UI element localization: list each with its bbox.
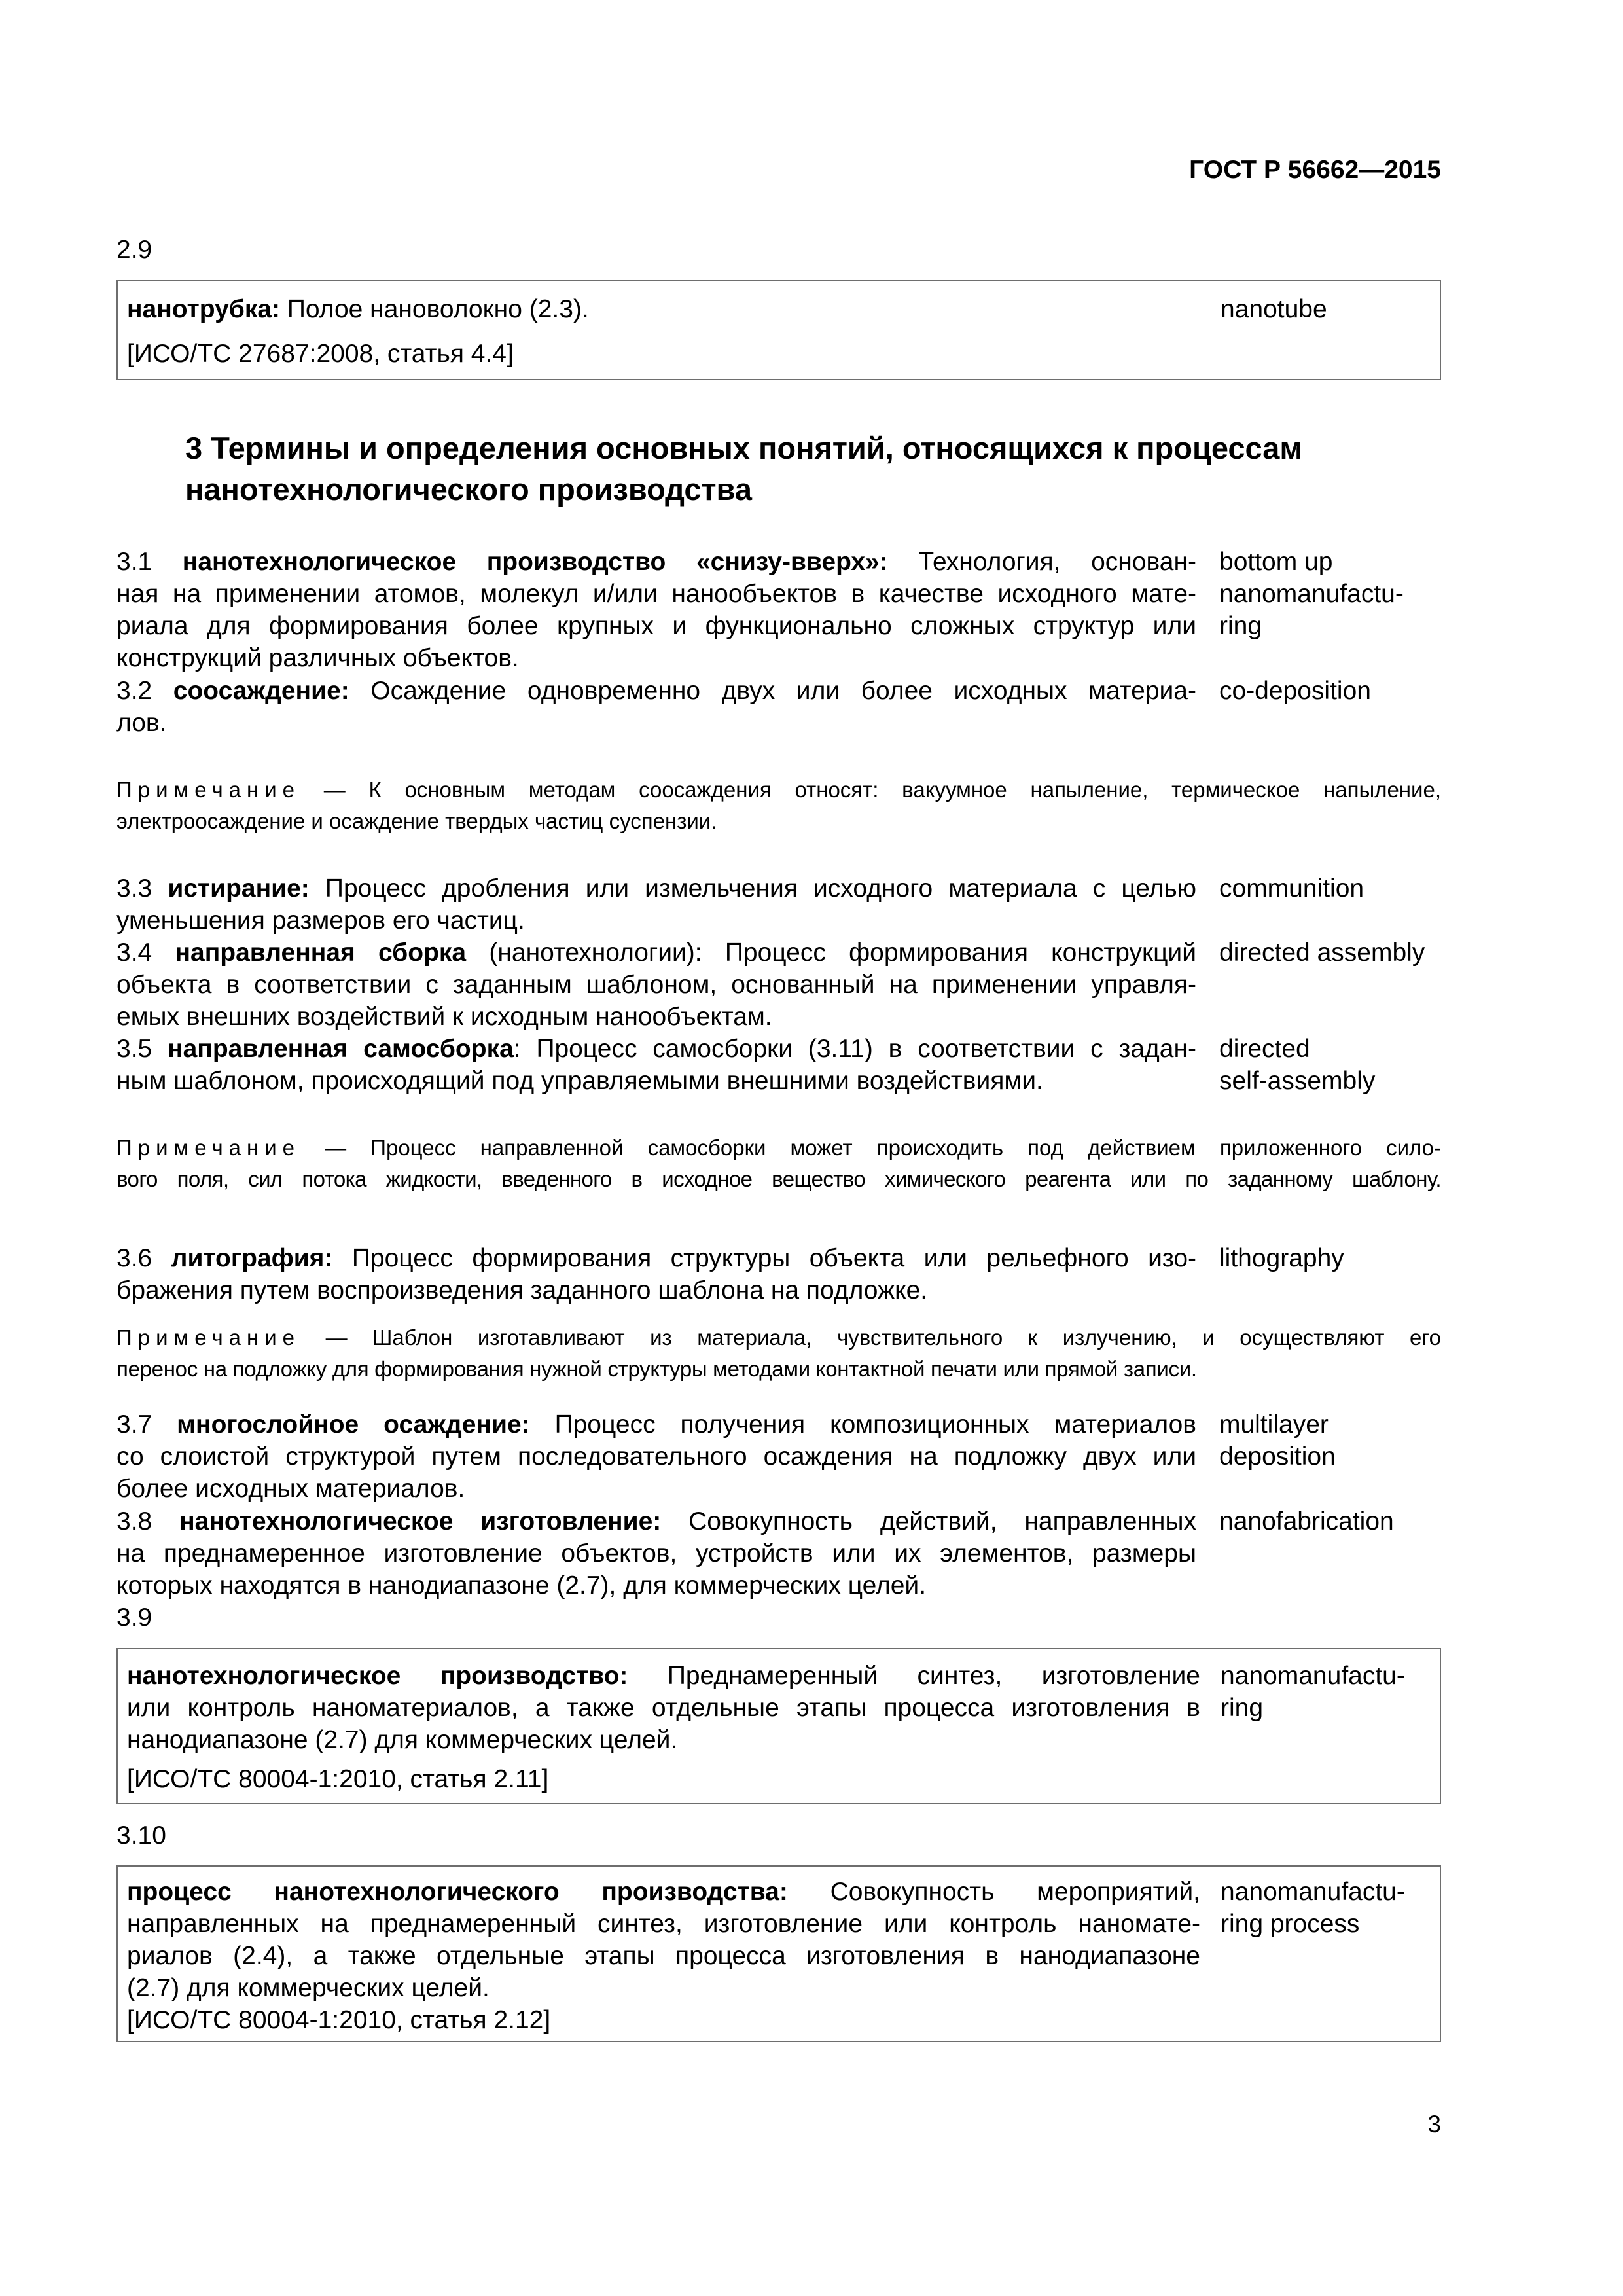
definition-line-4: (2.7) для коммерческих целей. xyxy=(127,1974,490,2002)
definition-line-3: риалов (2.4), а также отдельные этапы процесса изготовления в нанодиапазоне xyxy=(127,1942,1200,1970)
term-line xyxy=(127,293,1200,326)
e36-line-1 xyxy=(116,1242,1196,1275)
definition-text: Преднамеренный синтез, изготовление xyxy=(667,1662,1200,1690)
english-term-1: nanomanufactu- xyxy=(1221,1878,1405,1906)
term-qualifier: (нанотехнологии): xyxy=(489,939,702,967)
section-title-line-1: 3 Термины и определения основных понятий, относящихся к процессам xyxy=(185,431,1303,465)
term: нанотехнологическое производство «снизу-вверх»: xyxy=(182,548,888,576)
term: соосаждение: xyxy=(173,677,349,705)
e31-english-3: ring xyxy=(1219,612,1262,640)
e34-line-1 xyxy=(116,937,1196,969)
note-1-line-1 xyxy=(116,774,1441,806)
e38-english-1: nanofabrication xyxy=(1219,1507,1394,1535)
e31-english-2: nanomanufactu- xyxy=(1219,580,1404,608)
note-3-line-1 xyxy=(116,1322,1441,1354)
e38-line-1 xyxy=(116,1505,1196,1538)
term: нанотехнологическое производство: xyxy=(127,1662,628,1690)
term-line xyxy=(127,1876,1200,1909)
e33-line-2: уменьшения размеров его частиц. xyxy=(116,906,525,935)
e37-english-2: deposition xyxy=(1219,1443,1336,1471)
e34-english-1: directed assembly xyxy=(1219,939,1425,967)
english-term-2: ring process xyxy=(1221,1910,1360,1938)
definition-text: Осаждение одновременно двух или более исходных материа- xyxy=(370,677,1196,705)
e34-line-3: емых внешних воздействий к исходным нанообъектам. xyxy=(116,1003,772,1031)
term: нанотрубка: xyxy=(127,295,281,323)
entry-number: 3.9 xyxy=(116,1604,152,1632)
e37-english-1: multilayer xyxy=(1219,1410,1329,1439)
entry-number: 3.1 xyxy=(116,548,152,576)
term: истирание: xyxy=(168,874,310,903)
source-reference: [ИСО/ТС 80004-1:2010, статья 2.12] xyxy=(127,2006,551,2034)
e37-line-3: более исходных материалов. xyxy=(116,1475,465,1503)
note-label: Примечание xyxy=(116,1136,301,1160)
source-reference: [ИСО/ТС 80004-1:2010, статья 2.11] xyxy=(127,1765,549,1793)
english-term-1: nanomanufactu- xyxy=(1221,1662,1405,1690)
e35-line-2: ным шаблоном, происходящий под управляемыми внешними воздействиями. xyxy=(116,1067,1043,1095)
definition-line-3: нанодиапазоне (2.7) для коммерческих целей. xyxy=(127,1726,678,1754)
e31-line-4: конструкций различных объектов. xyxy=(116,644,519,672)
term-box-3-10 xyxy=(116,1865,1441,2042)
note-1-line-2: электроосаждение и осаждение твердых частиц суспензии. xyxy=(116,809,717,833)
term: многослойное осаждение: xyxy=(177,1410,530,1439)
e33-line-1 xyxy=(116,872,1196,905)
e33-english-1: communition xyxy=(1219,874,1364,903)
definition-text: Процесс формирования конструкций xyxy=(724,939,1196,967)
standard-header: ГОСТ Р 56662—2015 xyxy=(1189,156,1441,184)
entry-number: 3.5 xyxy=(116,1035,152,1063)
entry-number: 3.6 xyxy=(116,1244,152,1272)
entry-number: 3.7 xyxy=(116,1410,152,1439)
e35-english-1: directed xyxy=(1219,1035,1310,1063)
note-2-line-1 xyxy=(116,1132,1441,1164)
note-text: — К основным методам соосаждения относят: вакуумное напыление, термическое напыление, xyxy=(323,778,1441,802)
english-term-2: ring xyxy=(1221,1694,1264,1722)
definition-text: Процесс формирования структуры объекта или рельефного изо- xyxy=(351,1244,1196,1272)
e31-line-2: ная на применении атомов, молекул и/или нанообъектов в качестве исходного мате- xyxy=(116,580,1196,608)
definition-text: Технология, основан- xyxy=(918,548,1196,576)
note-text: — Процесс направленной самосборки может происходить под действием приложенного сило- xyxy=(325,1136,1441,1160)
term-line xyxy=(127,1660,1200,1693)
note-label: Примечание xyxy=(116,1325,301,1350)
entry-number: 3.4 xyxy=(116,939,152,967)
e36-english-1: lithography xyxy=(1219,1244,1344,1272)
english-term: nanotube xyxy=(1221,295,1327,323)
term: литография: xyxy=(171,1244,333,1272)
term: направленная самосборка xyxy=(168,1035,514,1063)
entry-number: 2.9 xyxy=(116,236,152,264)
e31-line-1 xyxy=(116,546,1196,579)
e35-line-1 xyxy=(116,1033,1196,1066)
definition-line-2: или контроль наноматериалов, а также отдельные этапы процесса изготовления в xyxy=(127,1694,1200,1722)
note-label: Примечание xyxy=(116,778,301,802)
entry-number: 3.10 xyxy=(116,1821,166,1850)
term: процесс нанотехнологического производства: xyxy=(127,1878,788,1906)
term: направленная сборка xyxy=(175,939,467,967)
e32-english-1: co-deposition xyxy=(1219,677,1371,705)
e34-line-2: объекта в соответствии с заданным шаблоном, основанный на применении управля- xyxy=(116,971,1196,999)
definition-text: : Процесс самосборки (3.11) в соответствии с задан- xyxy=(513,1035,1196,1063)
note-text: — Шаблон изготавливают из материала, чувствительного к излучению, и осуществляют его xyxy=(325,1325,1442,1350)
definition-text: Процесс получения композиционных материалов xyxy=(554,1410,1197,1439)
section-title-text: нанотехнологического производства xyxy=(185,472,752,507)
e31-english-1: bottom up xyxy=(1219,548,1333,576)
entry-number: 3.8 xyxy=(116,1507,152,1535)
term-box-3-9 xyxy=(116,1648,1441,1804)
definition-line-2: направленных на преднамеренный синтез, изготовление или контроль наноматe- xyxy=(127,1910,1200,1938)
e31-line-3: риала для формирования более крупных и функционально сложных структур или xyxy=(116,612,1196,640)
note-3-line-2: перенос на подложку для формирования нужной структуры методами контактной печати или прямой записи. xyxy=(116,1357,1197,1381)
source-reference: [ИСО/ТС 27687:2008, статья 4.4] xyxy=(127,340,514,368)
page-number: 3 xyxy=(1427,2111,1441,2138)
entry-number: 3.2 xyxy=(116,677,152,705)
e37-line-1 xyxy=(116,1408,1196,1441)
term: нанотехнологическое изготовление: xyxy=(179,1507,662,1535)
section-title-line-2 xyxy=(185,470,1442,509)
definition-text: Совокупность действий, направленных xyxy=(688,1507,1196,1535)
e32-line-2: лов. xyxy=(116,709,167,737)
e35-english-2: self-assembly xyxy=(1219,1067,1376,1095)
definition-text: Процесс дробления или измельчения исходного материала с целью xyxy=(325,874,1197,903)
e38-line-2: на преднамеренное изготовление объектов, устройств или их элементов, размеры xyxy=(116,1539,1196,1568)
e32-line-1 xyxy=(116,675,1196,708)
note-2-line-2: вого поля, сил потока жидкости, введенного в исходное вещество химического реагента или по заданному шаблону. xyxy=(116,1167,1441,1191)
entry-number: 3.3 xyxy=(116,874,152,903)
definition: Полое нановолокно (2.3). xyxy=(287,295,589,323)
definition-text: Совокупность мероприятий, xyxy=(830,1878,1200,1906)
e37-line-2: со слоистой структурой путем последовательного осаждения на подложку двух или xyxy=(116,1443,1196,1471)
e38-line-3: которых находятся в нанодиапазоне (2.7), для коммерческих целей. xyxy=(116,1571,927,1600)
term-box-2-9 xyxy=(116,280,1441,380)
e36-line-2: бражения путем воспроизведения заданного шаблона на подложке. xyxy=(116,1276,928,1304)
